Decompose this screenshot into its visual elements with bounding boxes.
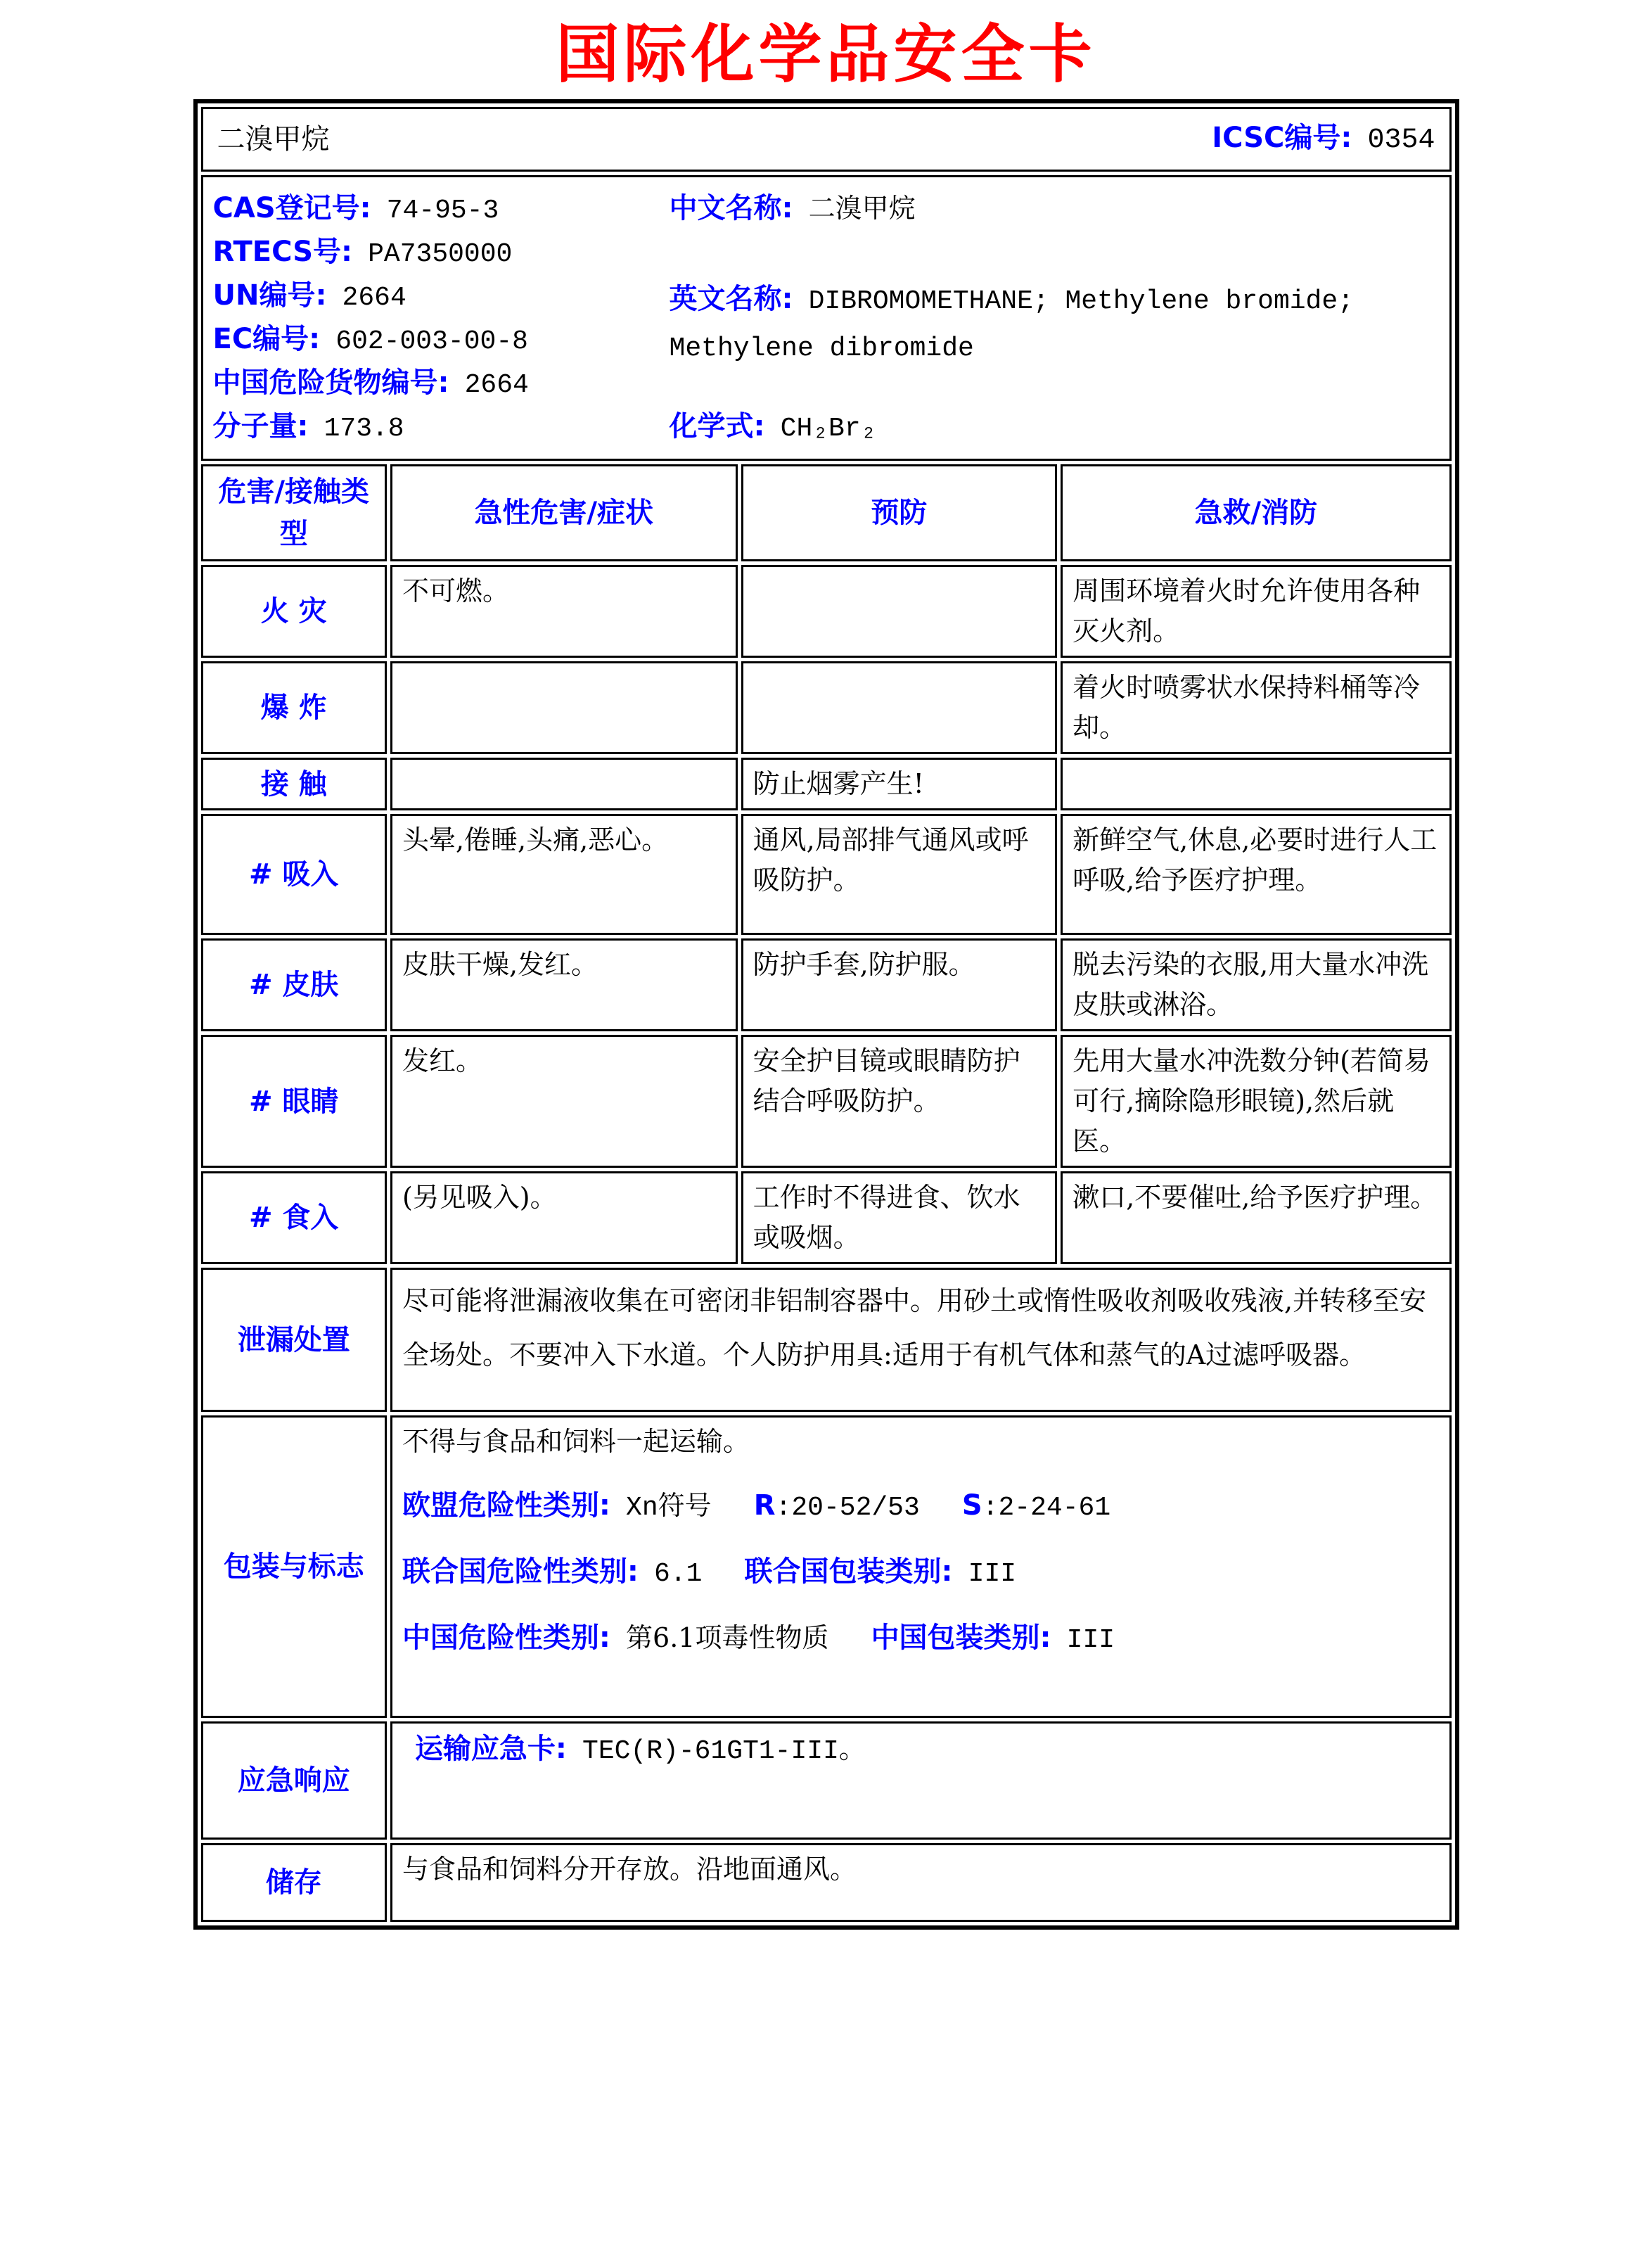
ingestion-prevention-cell: 工作时不得进食、饮水或吸烟。 xyxy=(741,1171,1058,1264)
s-phrase-label: S xyxy=(961,1489,982,1522)
hazard-row-eyes xyxy=(201,1035,1452,1168)
column-header-hazard-type: 危害/接触类型 xyxy=(201,464,387,561)
un-pack-group-value: III xyxy=(968,1559,1017,1589)
hazard-row-explosion xyxy=(201,661,1452,754)
hazard-row-fire xyxy=(201,565,1452,658)
names-block xyxy=(665,181,1440,454)
inhalation-symptom-cell: 头晕,倦睡,头痛,恶心。 xyxy=(390,814,738,935)
ingestion-firstaid-cell: 漱口,不要催吐,给予医疗护理。 xyxy=(1061,1171,1451,1264)
cn-class-label: 中国危险性类别: xyxy=(402,1622,610,1654)
icsc-number-group xyxy=(1212,117,1435,162)
molweight-value: 173.8 xyxy=(324,414,404,444)
identifier-row-ec xyxy=(213,318,665,362)
fire-prevention-cell xyxy=(741,565,1058,658)
english-name-row xyxy=(670,276,1440,371)
fire-symptom-cell: 不可燃。 xyxy=(390,565,738,658)
eyes-prevention-cell: 安全护目镜或眼睛防护结合呼吸防护。 xyxy=(741,1035,1058,1168)
ingestion-symptom-cell: (另见吸入)。 xyxy=(390,1171,738,1264)
china-dg-value: 2664 xyxy=(464,370,529,400)
un-class-label: 联合国危险性类别: xyxy=(402,1555,639,1588)
card-header-row xyxy=(201,107,1452,172)
card-header-cell xyxy=(201,107,1452,172)
spill-text-cell: 尽可能将泄漏液收集在可密闭非铝制容器中。用砂土或惰性吸收剂吸收残液,并转移至安全场处。不要冲入下水道。个人防护用具:适用于有机气体和蒸气的A过滤呼吸器。 xyxy=(390,1268,1452,1412)
transport-card-label: 运输应急卡: xyxy=(414,1733,567,1765)
hazard-label-contact: 接 触 xyxy=(201,758,387,810)
un-label: UN编号: xyxy=(212,279,327,312)
hazard-row-skin xyxy=(201,938,1452,1031)
chinese-name-label: 中文名称: xyxy=(669,192,793,224)
identifier-row-rtecs xyxy=(213,231,665,274)
cn-pack-group-label: 中国包装类别: xyxy=(871,1622,1051,1654)
section-label-spill: 泄漏处置 xyxy=(201,1268,387,1412)
formula-row xyxy=(670,405,1440,449)
r-phrase-label: R xyxy=(753,1489,776,1522)
cn-pack-group-value: III xyxy=(1066,1625,1115,1655)
un-value: 2664 xyxy=(342,283,406,313)
eyes-symptom-cell: 发红。 xyxy=(390,1035,738,1168)
skin-prevention-cell: 防护手套,防护服。 xyxy=(741,938,1058,1031)
english-name-label: 英文名称: xyxy=(669,283,793,315)
ec-label: EC编号: xyxy=(212,323,321,355)
transport-emergency-card-row xyxy=(402,1728,1440,1771)
packaging-eu-line xyxy=(402,1484,1440,1528)
skin-symptom-cell: 皮肤干燥,发红。 xyxy=(390,938,738,1031)
section-row-storage xyxy=(201,1843,1452,1922)
eyes-firstaid-cell: 先用大量水冲洗数分钟(若简易可行,摘除隐形眼镜),然后就医。 xyxy=(1061,1035,1451,1168)
identity-row xyxy=(201,175,1452,461)
formula-value: CH₂Br₂ xyxy=(780,414,877,444)
cas-label: CAS登记号: xyxy=(212,192,371,224)
section-label-storage: 储存 xyxy=(201,1843,387,1922)
column-header-symptoms: 急性危害/症状 xyxy=(390,464,738,561)
r-phrase-value: :20-52/53 xyxy=(775,1493,920,1523)
chinese-name-value: 二溴甲烷 xyxy=(808,193,916,224)
eu-class-value: Xn符号 xyxy=(626,1493,712,1523)
china-dg-label: 中国危险货物编号: xyxy=(212,367,449,399)
section-row-packaging xyxy=(201,1415,1452,1718)
identifier-row-china-dg xyxy=(213,362,665,405)
identifier-row-molweight xyxy=(213,405,665,449)
section-label-emergency: 应急响应 xyxy=(201,1721,387,1840)
hazard-label-explosion: 爆 炸 xyxy=(201,661,387,754)
hazard-label-ingestion: # 食入 xyxy=(201,1171,387,1264)
storage-text-cell: 与食品和饲料分开存放。沿地面通风。 xyxy=(390,1843,1452,1922)
inhalation-firstaid-cell: 新鲜空气,休息,必要时进行人工呼吸,给予医疗护理。 xyxy=(1061,814,1451,935)
cas-value: 74-95-3 xyxy=(386,196,499,226)
icsc-label: ICSC编号: xyxy=(1212,122,1352,154)
inhalation-prevention-cell: 通风,局部排气通风或呼吸防护。 xyxy=(741,814,1058,935)
icsc-number: 0354 xyxy=(1367,125,1435,156)
english-name-value: DIBROMOMETHANE; Methylene bromide; Methylene dibromide xyxy=(669,286,1354,364)
identifier-row-cas xyxy=(213,187,665,231)
molweight-label: 分子量: xyxy=(212,410,309,442)
fire-firstaid-cell: 周围环境着火时允许使用各种灭火剂。 xyxy=(1061,565,1451,658)
packaging-un-line xyxy=(402,1550,1440,1594)
hazard-label-eyes: # 眼睛 xyxy=(201,1035,387,1168)
transport-card-value: TEC(R)-61GT1-III。 xyxy=(582,1736,866,1766)
eu-class-label: 欧盟危险性类别: xyxy=(402,1489,610,1522)
contact-firstaid-cell xyxy=(1061,758,1451,810)
packaging-cell xyxy=(390,1415,1452,1718)
un-class-value: 6.1 xyxy=(654,1559,703,1589)
emergency-cell xyxy=(390,1721,1452,1840)
ec-value: 602-003-00-8 xyxy=(335,326,528,357)
hazard-header-row xyxy=(201,464,1452,561)
safety-card-table xyxy=(193,99,1459,1930)
formula-label: 化学式: xyxy=(669,410,765,442)
hazard-label-skin: # 皮肤 xyxy=(201,938,387,1031)
contact-prevention-cell: 防止烟雾产生! xyxy=(741,758,1058,810)
packaging-cn-line xyxy=(402,1617,1440,1660)
identifier-row-un xyxy=(213,274,665,318)
hazard-row-inhalation xyxy=(201,814,1452,935)
rtecs-label: RTECS号: xyxy=(212,236,353,268)
contact-symptom-cell xyxy=(390,758,738,810)
column-header-firstaid: 急救/消防 xyxy=(1061,464,1451,561)
section-row-emergency xyxy=(201,1721,1452,1840)
identifier-list xyxy=(213,181,665,454)
hazard-label-inhalation: # 吸入 xyxy=(201,814,387,935)
substance-name: 二溴甲烷 xyxy=(217,123,330,155)
chinese-name-row xyxy=(670,187,1440,229)
section-row-spill xyxy=(201,1268,1452,1412)
cn-class-value: 第6.1项毒性物质 xyxy=(626,1622,829,1653)
hazard-label-fire: 火 灾 xyxy=(201,565,387,658)
skin-firstaid-cell: 脱去污染的衣服,用大量水冲洗皮肤或淋浴。 xyxy=(1061,938,1451,1031)
explosion-firstaid-cell: 着火时喷雾状水保持料桶等冷却。 xyxy=(1061,661,1451,754)
column-header-prevention: 预防 xyxy=(741,464,1058,561)
identity-cell xyxy=(201,175,1452,461)
un-pack-group-label: 联合国包装类别: xyxy=(744,1555,953,1588)
explosion-symptom-cell xyxy=(390,661,738,754)
hazard-row-contact xyxy=(201,758,1452,810)
section-label-packaging: 包装与标志 xyxy=(201,1415,387,1718)
page-title: 国际化学品安全卡 xyxy=(556,18,1096,91)
rtecs-value: PA7350000 xyxy=(368,239,513,269)
hazard-row-ingestion xyxy=(201,1171,1452,1264)
s-phrase-value: :2-24-61 xyxy=(982,1493,1111,1523)
packaging-transport-note: 不得与食品和饲料一起运输。 xyxy=(402,1426,750,1457)
explosion-prevention-cell xyxy=(741,661,1058,754)
